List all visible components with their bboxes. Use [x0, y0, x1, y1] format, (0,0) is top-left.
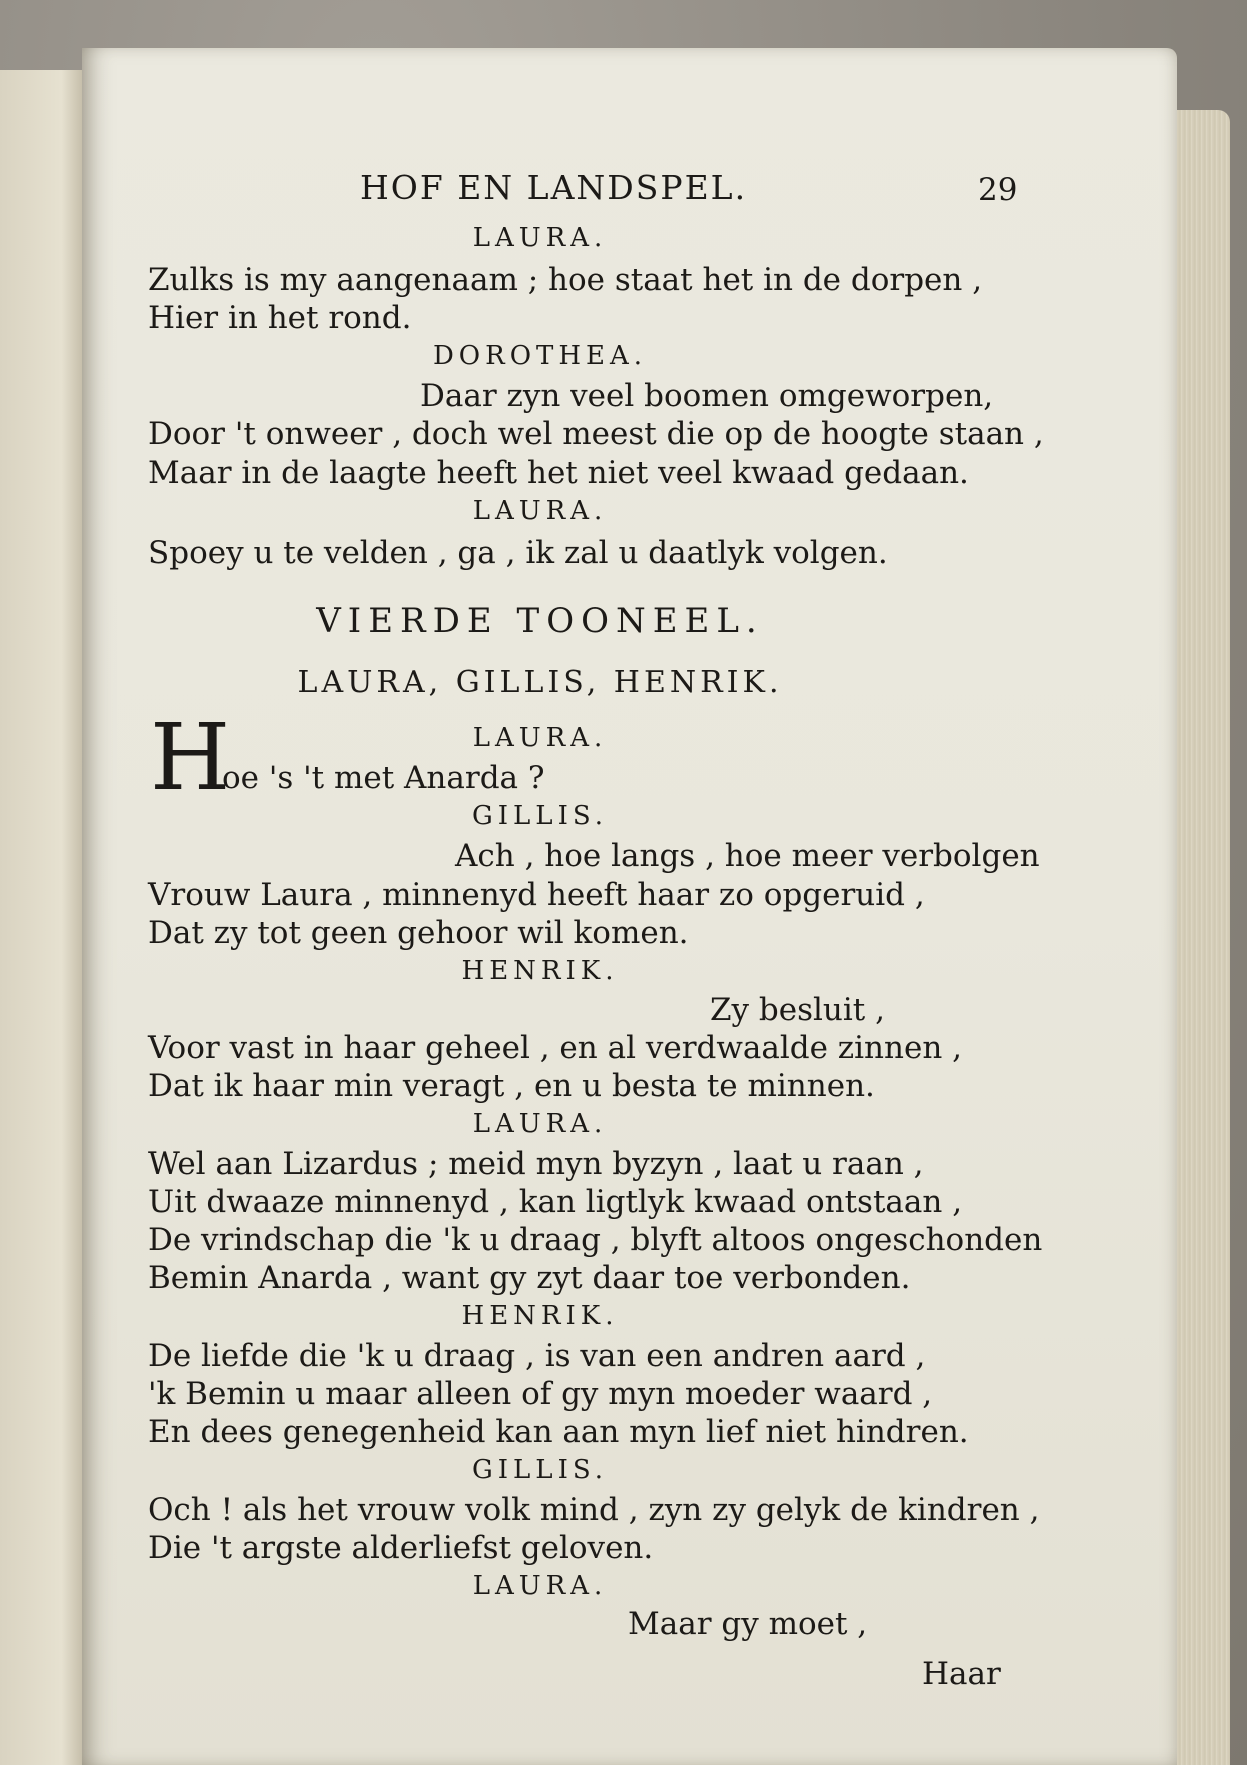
running-head: HOF EN LANDSPEL. [360, 168, 748, 207]
verse-line: oe 's 't met Anarda ? [222, 760, 545, 796]
verse-line: Spoey u te velden , ga , ik zal u daatlyk volgen. [148, 535, 888, 571]
verse-line: 'k Bemin u maar alleen of gy myn moeder waard , [148, 1376, 933, 1412]
verse-line: Wel aan Lizardus ; meid myn byzyn , laat u raan , [148, 1146, 924, 1182]
speaker-heading: LAURA. [472, 496, 608, 526]
verse-line: Daar zyn veel boomen omgeworpen, [420, 378, 994, 414]
scene-title: VIERDE TOONEEL. [316, 601, 764, 641]
verse-line: Ach , hoe langs , hoe meer verbolgen [455, 838, 1040, 874]
verse-line: Och ! als het vrouw volk mind , zyn zy gelyk de kindren , [148, 1492, 1040, 1528]
speaker-heading: DOROTHEA. [432, 341, 648, 371]
verse-line: Uit dwaaze minnenyd , kan ligtlyk kwaad ontstaan , [148, 1184, 963, 1220]
speaker-heading: LAURA. [472, 1571, 608, 1601]
cast-list: LAURA, GILLIS, HENRIK. [297, 665, 783, 700]
verse-line: Maar gy moet , [628, 1606, 868, 1642]
page-number: 29 [978, 172, 1018, 208]
verse-line: De vrindschap die 'k u draag , blyft altoos ongeschonden [148, 1222, 1043, 1258]
verse-line: Zy besluit , [710, 992, 885, 1028]
verse-line: Bemin Anarda , want gy zyt daar toe verbonden. [148, 1260, 911, 1296]
speaker-heading: HENRIK. [461, 1301, 619, 1331]
speaker-heading: LAURA. [472, 1109, 608, 1139]
verse-line: Door 't onweer , doch wel meest die op de hoogte staan , [148, 416, 1044, 452]
verse-line: Vrouw Laura , minnenyd heeft haar zo opgeruid , [148, 877, 925, 913]
speaker-heading: LAURA. [472, 723, 608, 753]
speaker-heading: HENRIK. [461, 956, 619, 986]
verse-line: Die 't argste alderliefst geloven. [148, 1530, 654, 1566]
verse-line: En dees genegenheid kan aan myn lief niet hindren. [148, 1414, 969, 1450]
drop-cap: H [150, 704, 231, 811]
speaker-heading: GILLIS. [472, 801, 608, 831]
verse-line: Dat ik haar min veragt , en u besta te minnen. [148, 1068, 875, 1104]
verse-line: Maar in de laagte heeft het niet veel kwaad gedaan. [148, 455, 969, 491]
verse-line: Zulks is my aangenaam ; hoe staat het in de dorpen , [148, 262, 983, 298]
verse-line: Voor vast in haar geheel , en al verdwaalde zinnen , [148, 1030, 963, 1066]
verse-line: Hier in het rond. [148, 300, 412, 336]
speaker-heading: GILLIS. [472, 1455, 608, 1485]
catchword: Haar [922, 1656, 1001, 1692]
verse-line: Dat zy tot geen gehoor wil komen. [148, 915, 689, 951]
speaker-heading: LAURA. [472, 223, 608, 253]
verse-line: De liefde die 'k u draag , is van een andren aard , [148, 1338, 926, 1374]
